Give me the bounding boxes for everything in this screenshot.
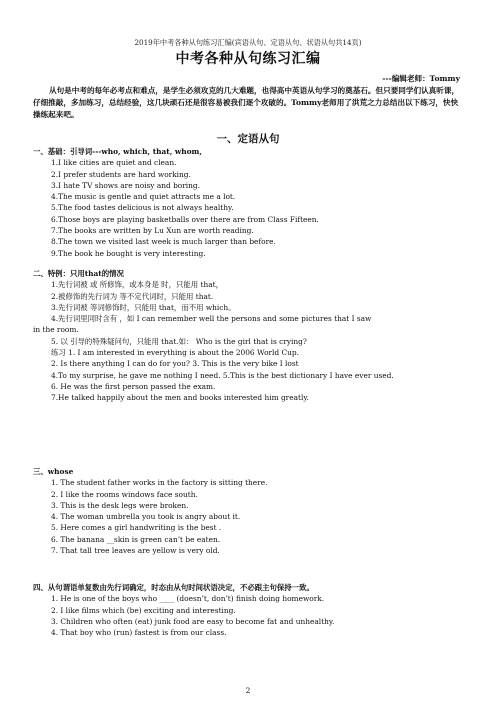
page-title: 中考各种从句练习汇编 — [175, 51, 321, 67]
exercise-line: 5.The food tastes delicious is not always healthy. — [51, 203, 234, 213]
part-basic-heading: 一、基础：引导词---who, which, that, whom, — [33, 147, 202, 156]
exercise-line: 6. The banana __skin is green can’t be eaten. — [51, 534, 221, 544]
part-whose-heading: 三、whose — [33, 467, 74, 476]
exercise-line: 1. The student father works in the factory is sitting there. — [51, 478, 268, 488]
exercise-line: 1.I like cities are quiet and clean. — [51, 158, 177, 168]
exercise-line: 2. I like the rooms windows face south. — [51, 489, 198, 499]
rule-line: 3.先行词被 等词修饰时，只能用 that，而不用 which。 — [51, 302, 236, 312]
exercise-line: 1. He is one of the boys who ____ (doesn’t, don’t) finish doing homework. — [51, 594, 325, 604]
exercise-line: 6. He was the first person passed the exam. — [51, 381, 216, 391]
rule-line: 2.被修饰的先行词为 等不定代词时，只能用 that. — [51, 291, 214, 301]
exercise-line: 7.The books are written by Lu Xun are worth reading. — [51, 226, 254, 236]
part-whose — [33, 466, 473, 556]
author-line: ---编辑老师：Tommy — [382, 74, 460, 83]
exercise-line: 4.To my surprise, he gave me nothing I need. 5.This is the best dictionary I have ever used. — [51, 370, 394, 380]
exercise-line: 4. That boy who (run) fastest is from our class. — [51, 628, 227, 638]
exercise-line: 7. That tall tree leaves are yellow is very old. — [51, 546, 220, 556]
exercise-line: 3. This is the desk legs were broken. — [51, 500, 189, 510]
exercise-line: 9.The book he bought is very interesting. — [51, 248, 206, 258]
rule-line: 5. 以 引导的特殊疑问句，只能用 that.如： Who is the girl that is crying? — [51, 336, 307, 346]
part-special-heading: 二、特例：只用that的情况 — [33, 269, 124, 278]
rule-line: 1.先行词被 或 所修饰，或本身是 时，只能用 that， — [51, 280, 223, 290]
exercise-line: 7.He talked happily about the men and books interested him greatly. — [51, 393, 309, 403]
page-number: 2 — [245, 686, 251, 695]
rule-line: 4.先行词里同时含有 ，如 I can remember well the persons and some pictures that I saw — [51, 314, 372, 324]
part-special-cases — [33, 268, 473, 404]
running-header: 2019年中考各种从句练习汇编(宾语从句、定语从句、状语从句共14页) — [134, 38, 362, 47]
exercise-line: 8.The town we visited last week is much larger than before. — [51, 237, 276, 247]
exercise-line: 4. The woman umbrella you took is angry about it. — [51, 512, 241, 522]
exercise-line: 3.I hate TV shows are noisy and boring. — [51, 180, 200, 190]
part-basic — [33, 146, 473, 259]
exercise-line: 4.The music is gentle and quiet attracts me a lot. — [51, 192, 236, 202]
exercise-line: 5. Here comes a girl handwriting is the best . — [51, 523, 222, 533]
intro-text: 从句是中考的每年必考点和难点，是学生必须攻克的几大难题，也得高中英语从句学习的奠基石。但只要同学们认真听课，仔细推敲，多加练习，总结经验，这几块顽石还是很容易被我们逐个攻破的。Tommy老师用了洪荒之力总结出以下练习，快快操练起来吧。 — [33, 86, 460, 119]
part-agreement-heading: 四、从句谓语单复数由先行词确定，时态由从句时间状语决定，不必跟主句保持一致。 — [33, 583, 314, 592]
exercise-line: 2. Is there anything I can do for you? 3. This is the very bike I lost — [51, 359, 299, 369]
part-verb-agreement — [33, 582, 473, 638]
exercise-line: 6.Those boys are playing basketballs over there are from Class Fifteen. — [51, 214, 319, 224]
exercise-line: 2.I prefer students are hard working. — [51, 169, 191, 179]
exercise-line: 3. Children who often (eat) junk food are easy to become fat and unhealthy. — [51, 616, 335, 626]
exercise-line: 2. I like films which (be) exciting and interesting. — [51, 605, 236, 615]
section-title: 一、定语从句 — [216, 133, 280, 145]
intro-paragraph — [33, 85, 463, 121]
rule-continuation: in the room. — [33, 325, 79, 335]
exercise-line: 练习 1. I am interested in everything is about the 2006 World Cup. — [51, 348, 299, 358]
